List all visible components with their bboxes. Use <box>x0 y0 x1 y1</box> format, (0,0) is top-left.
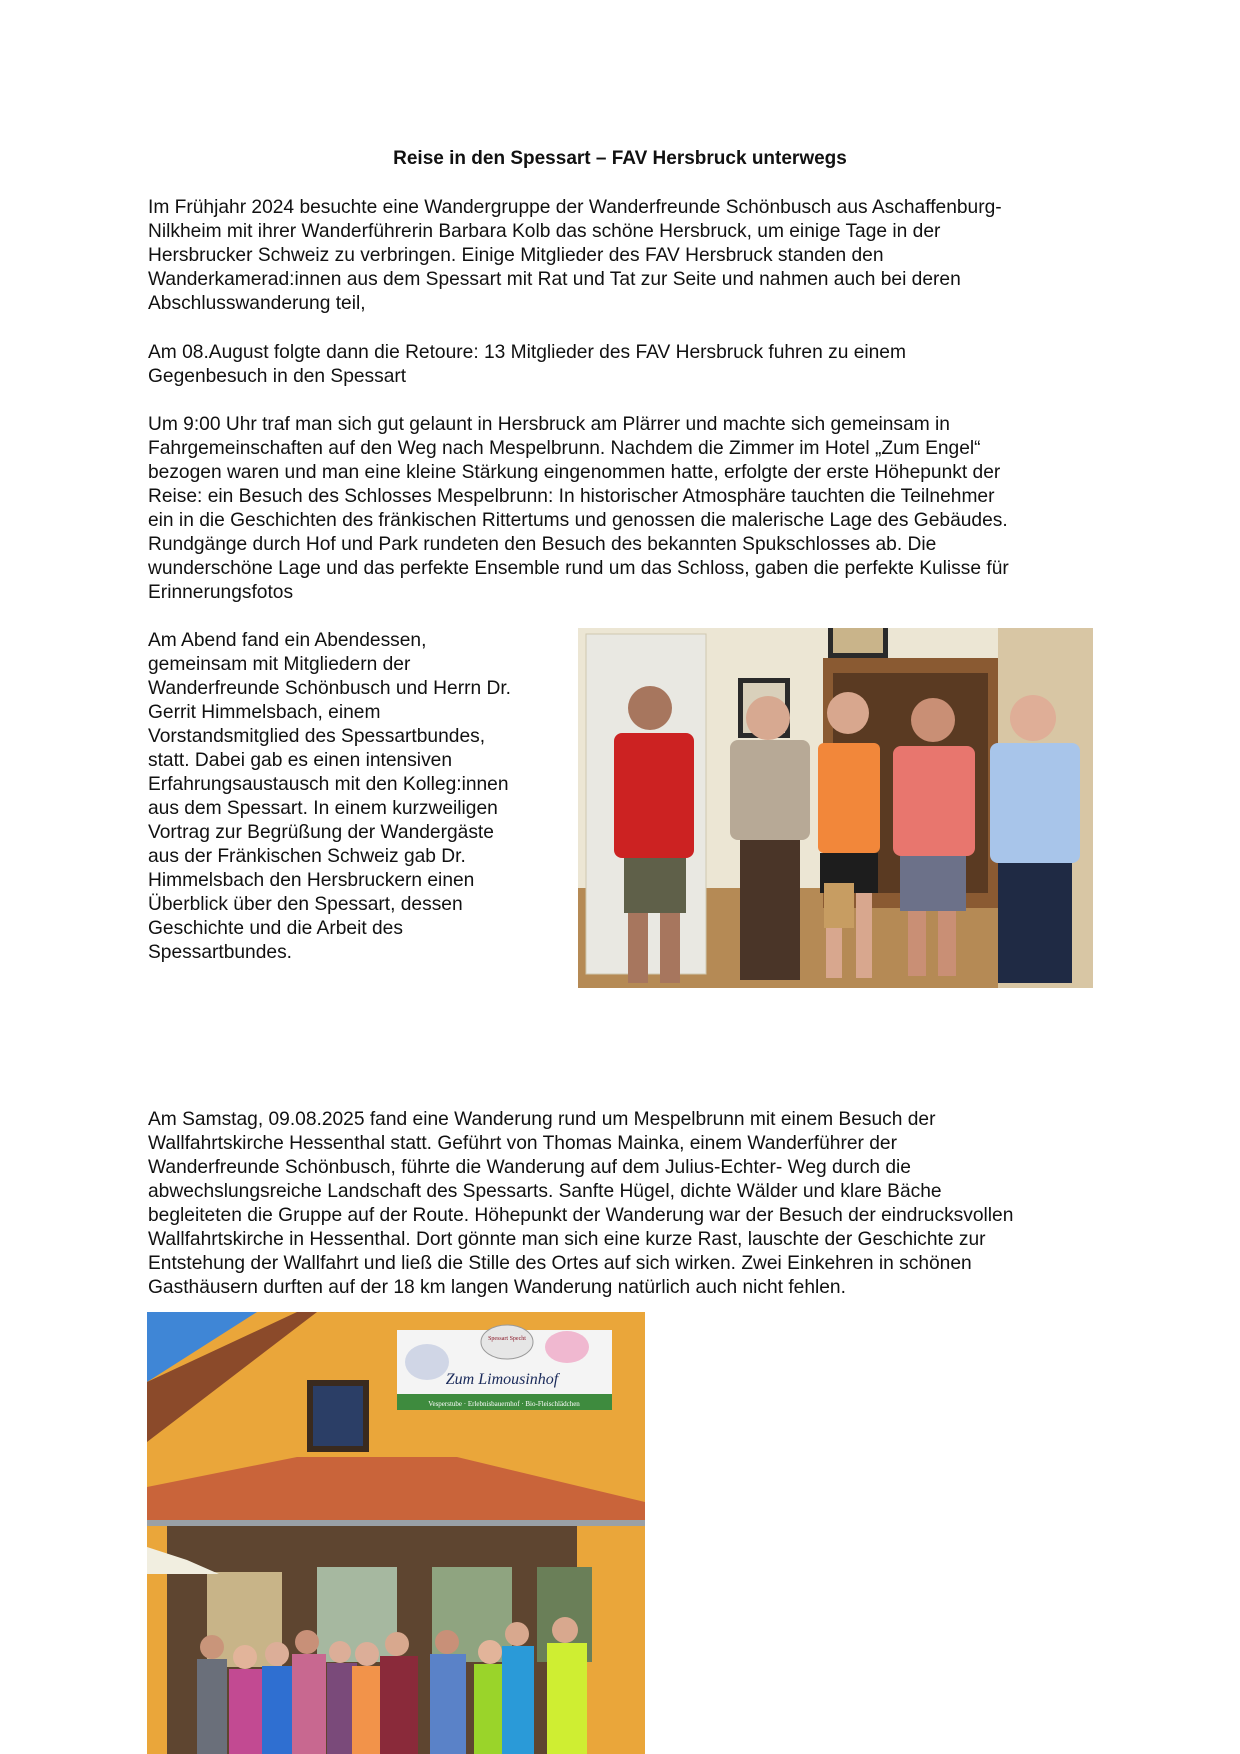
text-line: Abschlusswanderung teil, <box>148 293 366 314</box>
text-line: Am Samstag, 09.08.2025 fand eine Wanderung rund um Mespelbrunn mit einem Besuch der <box>148 1109 936 1130</box>
text-line: Fahrgemeinschaften auf den Weg nach Mespelbrunn. Nachdem die Zimmer im Hotel „Zum Engel“ <box>148 438 981 459</box>
paragraph-retoure <box>148 341 906 389</box>
text-line: Am 08.August folgte dann die Retoure: 13 Mitglieder des FAV Hersbruck fuhren zu einem <box>148 342 906 363</box>
text-line: abwechslungsreiche Landschaft des Spessarts. Sanfte Hügel, dichte Wälder und klare Bäche <box>148 1181 942 1202</box>
text-line: Erfahrungsaustausch mit den Kolleg:innen <box>148 774 509 795</box>
text-line: Wallfahrtskirche in Hessenthal. Dort gönnte man sich eine kurze Rast, lauschte der Geschichte zur <box>148 1229 986 1250</box>
paragraph-intro <box>148 196 1002 316</box>
sign-subtitle-text: Vesperstube · Erlebnisbauernhof · Bio-Fleischlädchen <box>428 1400 580 1408</box>
sign-name-text: Zum Limousinhof <box>445 1371 559 1388</box>
text-line: Am Abend fand ein Abendessen, <box>148 630 427 651</box>
text-line: begleiteten die Gruppe auf der Route. Höhepunkt der Wanderung war der Besuch der eindrucksvollen <box>148 1205 1014 1226</box>
text-line: Wanderkamerad:innen aus dem Spessart mit Rat und Tat zur Seite und nahmen auch bei deren <box>148 269 961 290</box>
photo-group-limousinhof <box>147 1312 645 1754</box>
photo-group-indoor <box>578 628 1093 988</box>
text-line: Gasthäusern durften auf der 18 km langen Wanderung natürlich auch nicht fehlen. <box>148 1277 846 1298</box>
paragraph-mespelbrunn <box>148 413 1009 605</box>
text-line: Wanderfreunde Schönbusch und Herrn Dr. <box>148 678 511 699</box>
text-line: Hersbrucker Schweiz zu verbringen. Einige Mitglieder des FAV Hersbruck standen den <box>148 245 884 266</box>
text-line: Um 9:00 Uhr traf man sich gut gelaunt in Hersbruck am Plärrer und machte sich gemeinsam in <box>148 414 950 435</box>
text-line: Geschichte und die Arbeit des <box>148 918 403 939</box>
text-line: aus der Fränkischen Schweiz gab Dr. <box>148 846 466 867</box>
paragraph-abendessen <box>148 629 511 965</box>
text-line: Spessartbundes. <box>148 942 292 963</box>
text-line: Himmelsbach den Hersbruckern einen <box>148 870 475 891</box>
text-line: Wallfahrtskirche Hessenthal statt. Geführt von Thomas Mainka, einem Wanderführer der <box>148 1133 897 1154</box>
text-line: Nilkheim mit ihrer Wanderführerin Barbara Kolb das schöne Hersbruck, um einige Tage in der <box>148 221 941 242</box>
sign-badge-text: Spessart Specht <box>488 1336 526 1342</box>
text-line: Entstehung der Wallfahrt und ließ die Stille des Ortes auf sich wirken. Zwei Einkehren in schönen <box>148 1253 972 1274</box>
text-line: Wanderfreunde Schönbusch, führte die Wanderung auf dem Julius-Echter- Weg durch die <box>148 1157 911 1178</box>
text-line: aus dem Spessart. In einem kurzweiligen <box>148 798 498 819</box>
text-line: Gerrit Himmelsbach, einem <box>148 702 381 723</box>
text-line: wunderschöne Lage und das perfekte Ensemble rund um das Schloss, gaben die perfekte Kulisse für <box>148 558 1009 579</box>
text-line: Im Frühjahr 2024 besuchte eine Wandergruppe der Wanderfreunde Schönbusch aus Aschaffenburg- <box>148 197 1002 218</box>
text-line: statt. Dabei gab es einen intensiven <box>148 750 453 771</box>
text-line: bezogen waren und man eine kleine Stärkung eingenommen hatte, erfolgte der erste Höhepunkt der <box>148 462 1001 483</box>
text-line: Rundgänge durch Hof und Park rundeten den Besuch des bekannten Spukschlosses ab. Die <box>148 534 937 555</box>
text-line: Reise: ein Besuch des Schlosses Mespelbrunn: In historischer Atmosphäre tauchten die Teilnehmer <box>148 486 995 507</box>
text-line: Vorstandsmitglied des Spessartbundes, <box>148 726 486 747</box>
photo-group-indoor-image <box>578 628 1093 988</box>
text-line: Überblick über den Spessart, dessen <box>148 894 463 915</box>
document-title: Reise in den Spessart – FAV Hersbruck unterwegs <box>393 148 847 169</box>
text-line: gemeinsam mit Mitgliedern der <box>148 654 411 675</box>
text-line: Erinnerungsfotos <box>148 582 294 603</box>
text-line: ein in die Geschichten des fränkischen Rittertums und genossen die malerische Lage des Gebäudes. <box>148 510 1008 531</box>
text-line: Gegenbesuch in den Spessart <box>148 366 407 387</box>
paragraph-wanderung <box>148 1108 1013 1300</box>
text-line: Vortrag zur Begrüßung der Wandergäste <box>148 822 494 843</box>
photo-group-limousinhof-image <box>147 1312 645 1754</box>
